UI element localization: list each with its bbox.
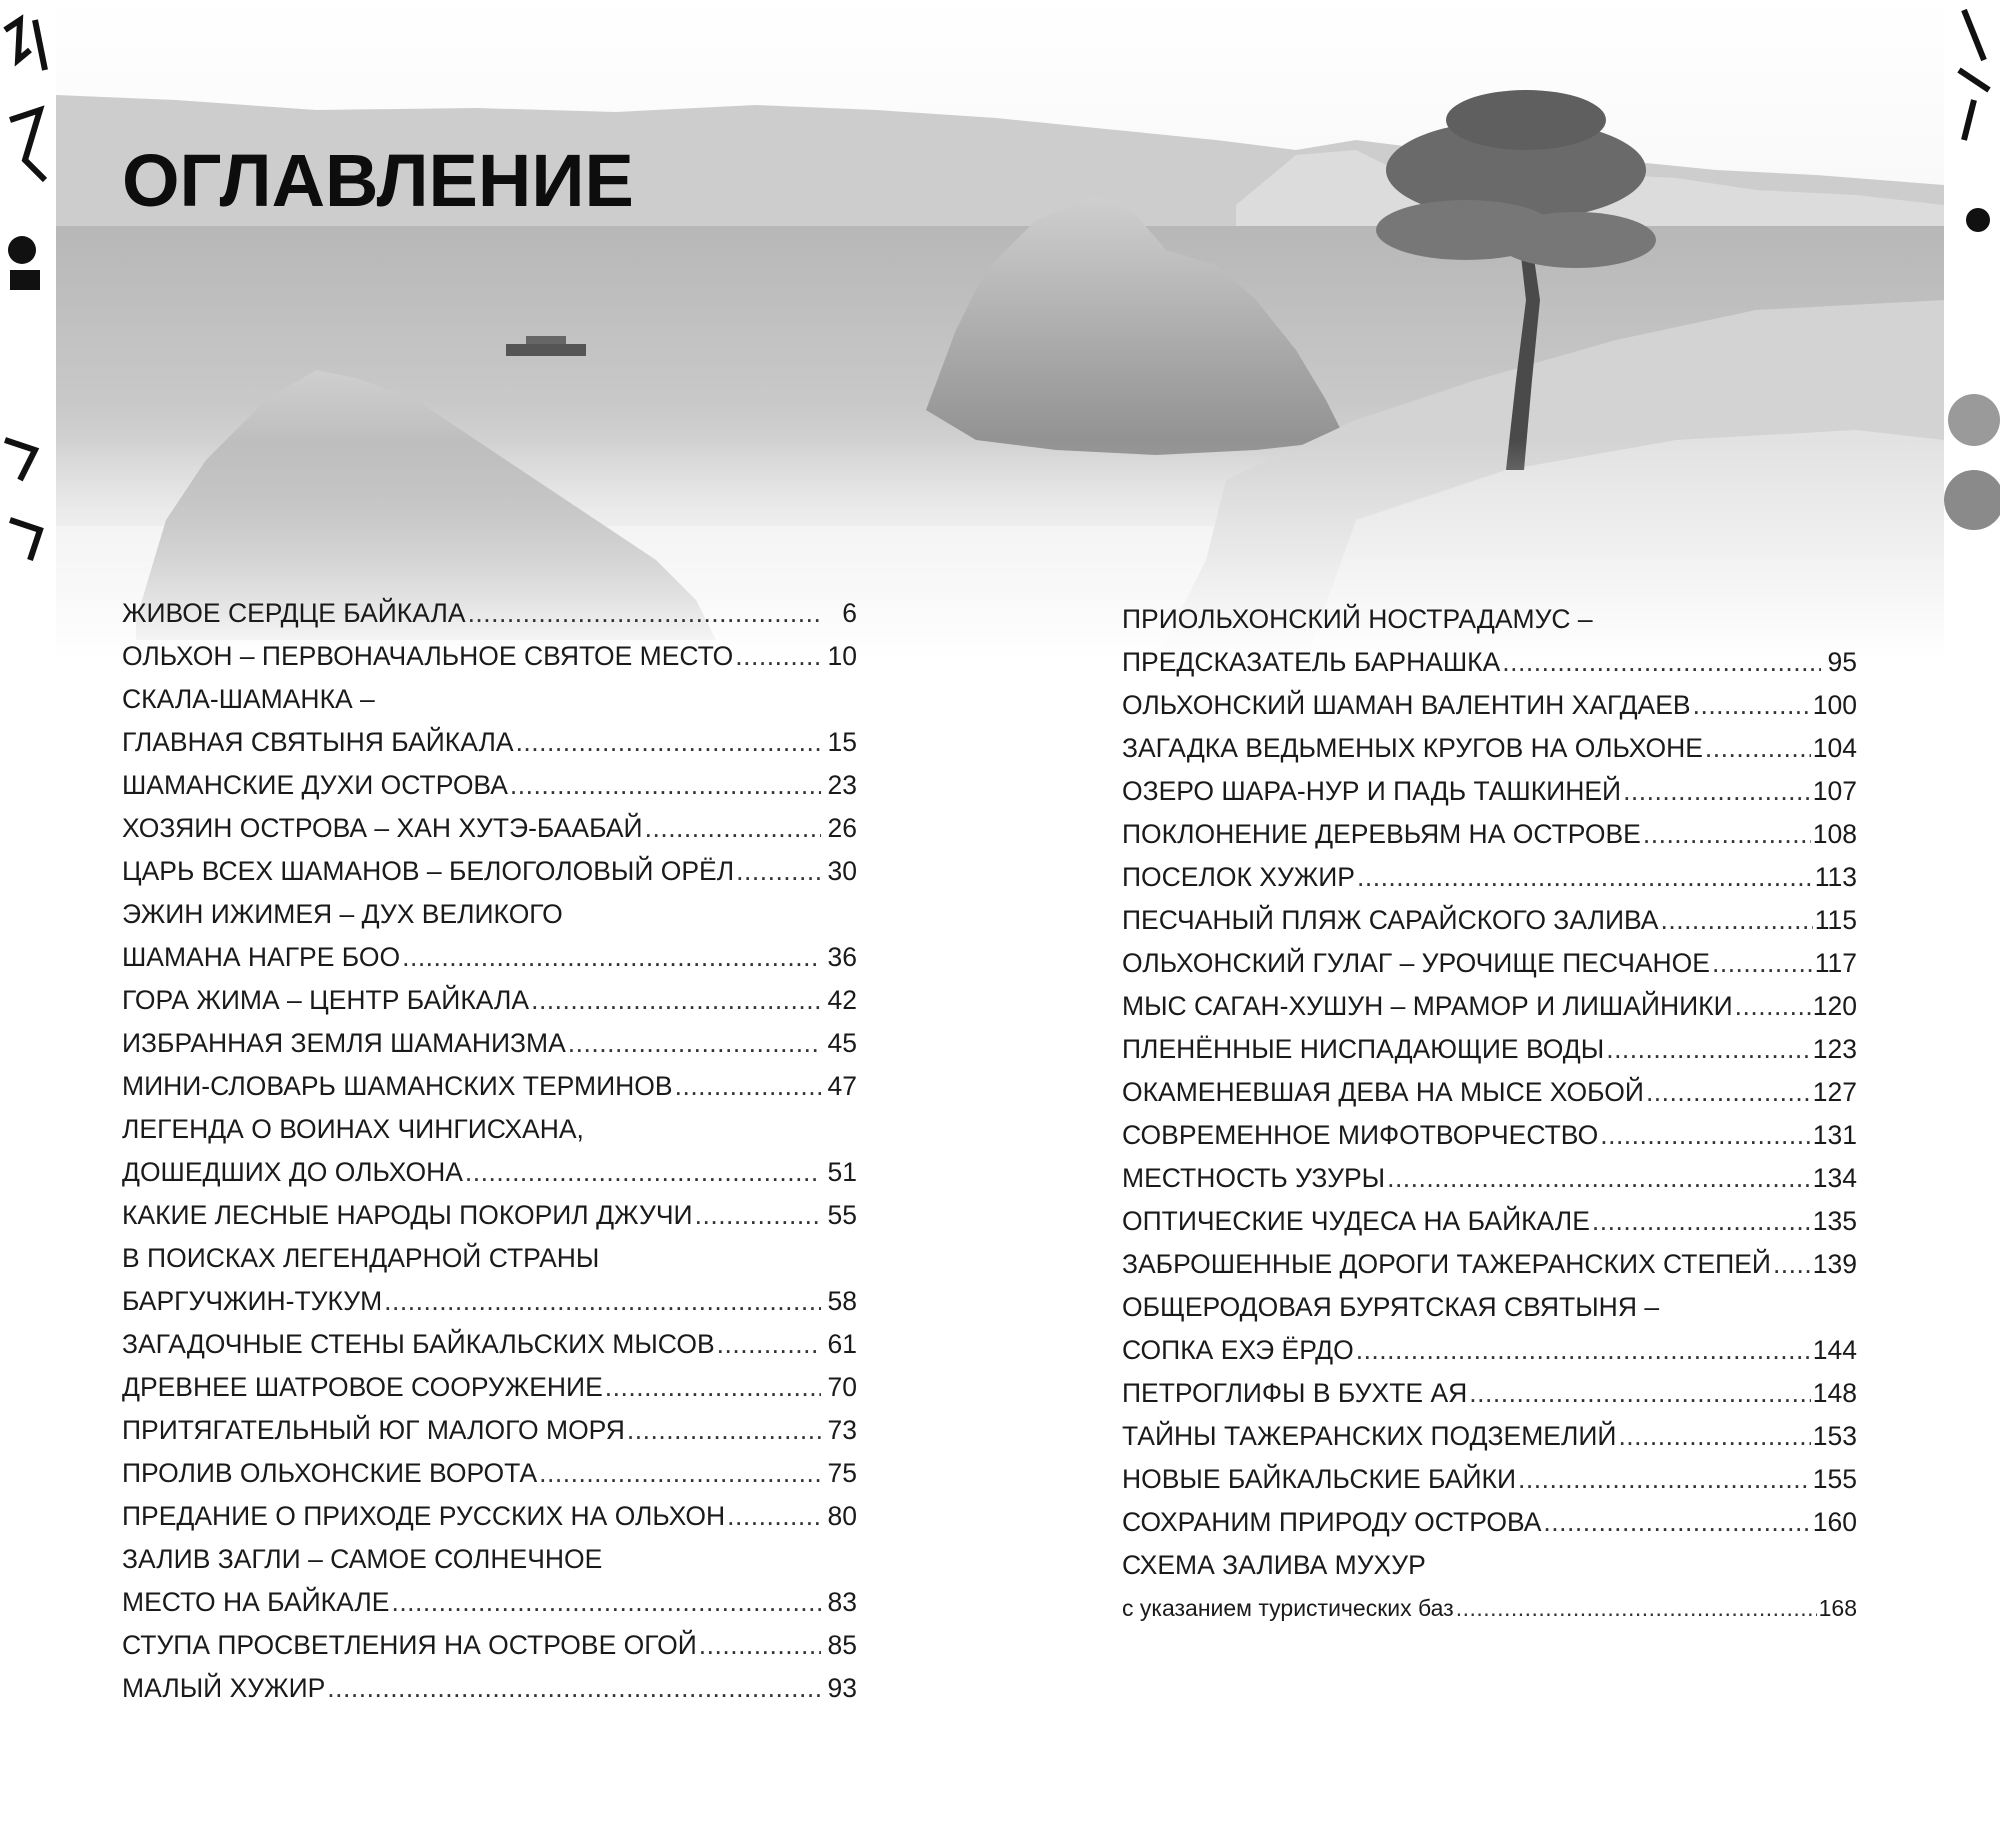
toc-line [1122,770,1857,813]
toc-entry-title: МЫС САГАН-ХУШУН – МРАМОР И ЛИШАЙНИКИ [1122,991,1733,1021]
toc-line [1122,985,1857,1028]
toc-entry-title: МИНИ-СЛОВАРЬ ШАМАНСКИХ ТЕРМИНОВ [122,1071,673,1101]
dot-leader [1643,813,1811,856]
dot-leader [1660,899,1812,942]
toc-entry-title: ПОСЕЛОК ХУЖИР [1122,862,1355,892]
header-photo [56,0,1944,660]
toc-entry-title: МЕСТО НА БАЙКАЛЕ [122,1587,390,1617]
toc-entry[interactable] [122,1237,857,1323]
toc-entry[interactable] [122,1323,857,1366]
dot-leader [1712,942,1813,985]
toc-page-number: 95 [1827,647,1857,677]
toc-line [122,1194,857,1237]
dot-leader [1357,856,1813,899]
toc-line [1122,1200,1857,1243]
dot-leader [605,1366,821,1409]
toc-entry-title: ПОКЛОНЕНИЕ ДЕРЕВЬЯМ НА ОСТРОВЕ [1122,819,1641,849]
dot-leader [1735,985,1811,1028]
toc-entry-title: ШАМАНА НАГРЕ БОО [122,942,401,972]
petroglyph-icon [1944,0,2000,660]
toc-line [122,1667,857,1710]
toc-line [122,979,857,1022]
toc-entry-title: ХОЗЯИН ОСТРОВА – ХАН ХУТЭ-БААБАЙ [122,813,643,843]
toc-page-number: 113 [1814,862,1857,892]
toc-entry-title: ПЛЕНЁННЫЕ НИСПАДАЮЩИЕ ВОДЫ [1122,1034,1605,1064]
toc-entry-title: ДОШЕДШИХ ДО ОЛЬХОНА [122,1157,463,1187]
toc-line [1122,1071,1857,1114]
toc-entry-title: ОЛЬХОНСКИЙ ШАМАН ВАЛЕНТИН ХАГДАЕВ [1122,690,1691,720]
toc-line [122,1065,857,1108]
dot-leader [402,936,821,979]
toc-entry-title: ДРЕВНЕЕ ШАТРОВОЕ СООРУЖЕНИЕ [122,1372,603,1402]
toc-entry[interactable] [122,1022,857,1065]
dot-leader [645,807,821,850]
toc-page-number: 10 [827,641,857,671]
toc-line [1122,641,1857,684]
toc-entry-title: ОЛЬХОНСКИЙ ГУЛАГ – УРОЧИЩЕ ПЕСЧАНОЕ [1122,948,1710,978]
dot-leader [391,1581,821,1624]
dot-leader [384,1280,821,1323]
toc-page-number: 135 [1812,1206,1857,1236]
toc-page-number: 58 [827,1286,857,1316]
toc-entry[interactable] [122,1409,857,1452]
toc-entry[interactable] [1122,985,1857,1028]
toc-page-number: 134 [1812,1163,1857,1193]
toc-entry[interactable] [1122,856,1857,899]
toc-entry-title: СОХРАНИМ ПРИРОДУ ОСТРОВА [1122,1507,1542,1537]
toc-column-left [122,592,857,1710]
toc-entry[interactable] [1122,1544,1857,1630]
toc-page-number: 131 [1812,1120,1857,1150]
petroglyph-strip-left [0,0,56,660]
toc-line [122,592,857,635]
toc-entry[interactable] [1122,813,1857,856]
toc-page-number: 168 [1818,1595,1857,1621]
toc-line [122,1624,857,1667]
toc-line [1122,942,1857,985]
toc-entry[interactable] [1122,1157,1857,1200]
toc-line [1122,1458,1857,1501]
toc-line [1122,1372,1857,1415]
toc-line [1122,727,1857,770]
dot-leader [1543,1501,1810,1544]
toc-page-number: 85 [827,1630,857,1660]
toc-line [1122,1329,1857,1372]
toc-entry-title: МЕСТНОСТЬ УЗУРЫ [1122,1163,1386,1193]
toc-page-number: 127 [1812,1077,1857,1107]
toc-line [1122,813,1857,856]
toc-line [1122,1415,1857,1458]
toc-entry[interactable] [1122,684,1857,727]
toc-line [122,1022,857,1065]
toc-entry[interactable] [1122,1458,1857,1501]
dot-leader [695,1194,821,1237]
toc-line [1122,1544,1857,1587]
toc-entry[interactable] [1122,1071,1857,1114]
toc-entry-title: ГЛАВНАЯ СВЯТЫНЯ БАЙКАЛА [122,727,514,757]
toc-line [1122,856,1857,899]
dot-leader [468,592,821,635]
toc-entry[interactable] [1122,598,1857,684]
toc-line [122,678,857,721]
toc-entry-title: СТУПА ПРОСВЕТЛЕНИЯ НА ОСТРОВЕ ОГОЙ [122,1630,697,1660]
toc-line [1122,598,1857,641]
toc-page-number: 83 [827,1587,857,1617]
toc-entry[interactable] [122,1624,857,1667]
toc-entry-title: ПРИОЛЬХОНСКИЙ НОСТРАДАМУС – [1122,604,1593,634]
toc-entry[interactable] [1122,1501,1857,1544]
toc-page-number: 93 [827,1673,857,1703]
toc-line [1122,1587,1857,1630]
toc-page-number: 155 [1812,1464,1857,1494]
toc-page-number: 117 [1814,948,1857,978]
toc-line [1122,1028,1857,1071]
toc-page-number: 70 [827,1372,857,1402]
dot-leader [1618,1415,1810,1458]
toc-line [122,1495,857,1538]
toc-entry[interactable] [1122,1372,1857,1415]
toc-line [122,764,857,807]
toc-entry-title: СХЕМА ЗАЛИВА МУХУР [1122,1550,1426,1580]
toc-entry-title: ГОРА ЖИМА – ЦЕНТР БАЙКАЛА [122,985,530,1015]
toc-entry-title: ИЗБРАННАЯ ЗЕМЛЯ ШАМАНИЗМА [122,1028,566,1058]
dot-leader [1456,1587,1817,1630]
toc-line [1122,1157,1857,1200]
toc-page-number: 104 [1812,733,1857,763]
toc-entry[interactable] [122,1065,857,1108]
toc-line [122,1366,857,1409]
toc-entry[interactable] [1122,1415,1857,1458]
toc-entry-title: ОЗЕРО ШАРА-НУР И ПАДЬ ТАШКИНЕЙ [1122,776,1622,806]
page-title: ОГЛАВЛЕНИЕ [122,139,634,222]
toc-line [122,721,857,764]
dot-leader [1592,1200,1811,1243]
toc-page-number: 30 [827,856,857,886]
toc-entry-title: ТАЙНЫ ТАЖЕРАНСКИХ ПОДЗЕМЕЛИЙ [1122,1421,1617,1451]
toc-page-number: 61 [827,1329,857,1359]
petroglyph-strip-right [1944,0,2000,660]
toc-entry-title: ПРИТЯГАТЕЛЬНЫЙ ЮГ МАЛОГО МОРЯ [122,1415,625,1445]
toc-entry-title: ЛЕГЕНДА О ВОИНАХ ЧИНГИСХАНА, [122,1114,584,1144]
toc-page-number: 23 [827,770,857,800]
toc-entry[interactable] [122,979,857,1022]
toc-line [1122,684,1857,727]
lake-landscape-image [56,0,1944,660]
toc-page-number: 123 [1812,1034,1857,1064]
toc-page-number: 26 [827,813,857,843]
toc-entry-title: ПЕСЧАНЫЙ ПЛЯЖ САРАЙСКОГО ЗАЛИВА [1122,905,1659,935]
dot-leader [327,1667,821,1710]
toc-page-number: 153 [1812,1421,1857,1451]
toc-entry[interactable] [122,1366,857,1409]
dot-leader [1773,1243,1811,1286]
toc-line [122,936,857,979]
toc-entry[interactable] [1122,770,1857,813]
toc-line [122,850,857,893]
toc-line [122,893,857,936]
toc-entry-title: ШАМАНСКИЕ ДУХИ ОСТРОВА [122,770,508,800]
dot-leader [1387,1157,1811,1200]
toc-page-number: 51 [827,1157,857,1187]
toc-line [122,1151,857,1194]
dot-leader [539,1452,821,1495]
toc-entry[interactable] [122,807,857,850]
toc-line [122,1323,857,1366]
toc-entry[interactable] [122,1495,857,1538]
toc-line [1122,1243,1857,1286]
toc-entry[interactable] [1122,1114,1857,1157]
toc-entry[interactable] [122,635,857,678]
toc-entry-title: ПРЕДАНИЕ О ПРИХОДЕ РУССКИХ НА ОЛЬХОН [122,1501,726,1531]
toc-page-number: 107 [1812,776,1857,806]
toc-page-number: 47 [827,1071,857,1101]
toc-entry-title: ЗАГАДКА ВЕДЬМЕНЫХ КРУГОВ НА ОЛЬХОНЕ [1122,733,1703,763]
toc-page-number: 120 [1812,991,1857,1021]
toc-entry[interactable] [122,764,857,807]
petroglyph-icon [0,0,56,660]
toc-entry[interactable] [122,1452,857,1495]
toc-page-number: 75 [827,1458,857,1488]
toc-entry-title: В ПОИСКАХ ЛЕГЕНДАРНОЙ СТРАНЫ [122,1243,600,1273]
dot-leader [1606,1028,1811,1071]
toc-entry-title: с указанием туристических баз [1122,1595,1454,1621]
dot-leader [1518,1458,1811,1501]
dot-leader [1646,1071,1811,1114]
dot-leader [727,1495,821,1538]
dot-leader [1469,1372,1811,1415]
toc-entry-title: СОПКА ЕХЭ ЁРДО [1122,1335,1354,1365]
toc-page-number: 139 [1812,1249,1857,1279]
toc-line [1122,1286,1857,1329]
toc-entry-title: ПРЕДСКАЗАТЕЛЬ БАРНАШКА [1122,647,1501,677]
dot-leader [699,1624,821,1667]
toc-page-number: 45 [827,1028,857,1058]
toc-line [122,1280,857,1323]
toc-entry-title: ЗАЛИВ ЗАГЛИ – САМОЕ СОЛНЕЧНОЕ [122,1544,603,1574]
toc-entry-title: ЭЖИН ИЖИМЕЯ – ДУХ ВЕЛИКОГО [122,899,563,929]
toc-page-number: 36 [827,942,857,972]
dot-leader [516,721,821,764]
toc-entry-title: ПРОЛИВ ОЛЬХОНСКИЕ ВОРОТА [122,1458,538,1488]
toc-entry-title: ЗАГАДОЧНЫЕ СТЕНЫ БАЙКАЛЬСКИХ МЫСОВ [122,1329,715,1359]
dot-leader [1693,684,1811,727]
toc-page-number: 15 [827,727,857,757]
toc-line [122,807,857,850]
toc-page-number: 115 [1814,905,1857,935]
dot-leader [1502,641,1821,684]
dot-leader [1600,1114,1811,1157]
toc-entry-title: ОКАМЕНЕВШАЯ ДЕВА НА МЫСЕ ХОБОЙ [1122,1077,1644,1107]
toc-entry[interactable] [122,1667,857,1710]
toc-entry[interactable] [1122,899,1857,942]
dot-leader [717,1323,821,1366]
toc-line [122,1409,857,1452]
dot-leader [627,1409,821,1452]
toc-line [122,1452,857,1495]
toc-entry[interactable] [1122,1243,1857,1286]
toc-entry[interactable] [1122,1200,1857,1243]
toc-line [122,1538,857,1581]
toc-entry[interactable] [122,678,857,764]
toc-entry[interactable] [1122,727,1857,770]
toc-page-number: 148 [1812,1378,1857,1408]
toc-page-number: 6 [842,598,857,628]
dot-leader [735,635,821,678]
toc-page-number: 73 [827,1415,857,1445]
toc-entry[interactable] [122,850,857,893]
toc-entry[interactable] [122,1194,857,1237]
dot-leader [1705,727,1811,770]
toc-entry-title: ПЕТРОГЛИФЫ В БУХТЕ АЯ [1122,1378,1468,1408]
dot-leader [531,979,821,1022]
toc-entry[interactable] [122,893,857,979]
dot-leader [1356,1329,1811,1372]
toc-line [1122,1501,1857,1544]
toc-entry-title: ЗАБРОШЕННЫЕ ДОРОГИ ТАЖЕРАНСКИХ СТЕПЕЙ [1122,1249,1771,1279]
toc-page-number: 80 [827,1501,857,1531]
dot-leader [675,1065,821,1108]
toc-line [122,1108,857,1151]
toc-entry[interactable] [122,592,857,635]
toc-entry[interactable] [122,1538,857,1624]
toc-entry-title: МАЛЫЙ ХУЖИР [122,1673,326,1703]
toc-page-number: 42 [827,985,857,1015]
toc-entry[interactable] [1122,1028,1857,1071]
toc-line [122,635,857,678]
toc-entry-title: КАКИЕ ЛЕСНЫЕ НАРОДЫ ПОКОРИЛ ДЖУЧИ [122,1200,693,1230]
toc-entry-title: НОВЫЕ БАЙКАЛЬСКИЕ БАЙКИ [1122,1464,1517,1494]
toc-line [1122,899,1857,942]
toc-entry-title: ЦАРЬ ВСЕХ ШАМАНОВ – БЕЛОГОЛОВЫЙ ОРЁЛ [122,856,735,886]
toc-entry-title: СОВРЕМЕННОЕ МИФОТВОРЧЕСТВО [1122,1120,1599,1150]
dot-leader [1623,770,1811,813]
dot-leader [736,850,821,893]
toc-page-number: 55 [827,1200,857,1230]
toc-column-right [1122,598,1857,1630]
toc-entry[interactable] [1122,1286,1857,1372]
dot-leader [465,1151,821,1194]
toc-entry-title: ОБЩЕРОДОВАЯ БУРЯТСКАЯ СВЯТЫНЯ – [1122,1292,1660,1322]
dot-leader [510,764,821,807]
toc-entry-title: БАРГУЧЖИН-ТУКУМ [122,1286,383,1316]
toc-page-number: 144 [1812,1335,1857,1365]
toc-entry-title: СКАЛА-ШАМАНКА – [122,684,375,714]
toc-entry-title: ОЛЬХОН – ПЕРВОНАЧАЛЬНОЕ СВЯТОЕ МЕСТО [122,641,734,671]
toc-entry[interactable] [122,1108,857,1194]
toc-page-number: 160 [1812,1507,1857,1537]
dot-leader [568,1022,821,1065]
toc-line [1122,1114,1857,1157]
toc-page-number: 100 [1812,690,1857,720]
toc-entry[interactable] [1122,942,1857,985]
toc-line [122,1581,857,1624]
toc-line [122,1237,857,1280]
toc-entry-title: ЖИВОЕ СЕРДЦЕ БАЙКАЛА [122,598,466,628]
toc-entry-title: ОПТИЧЕСКИЕ ЧУДЕСА НА БАЙКАЛЕ [1122,1206,1590,1236]
toc-page-number: 108 [1812,819,1857,849]
